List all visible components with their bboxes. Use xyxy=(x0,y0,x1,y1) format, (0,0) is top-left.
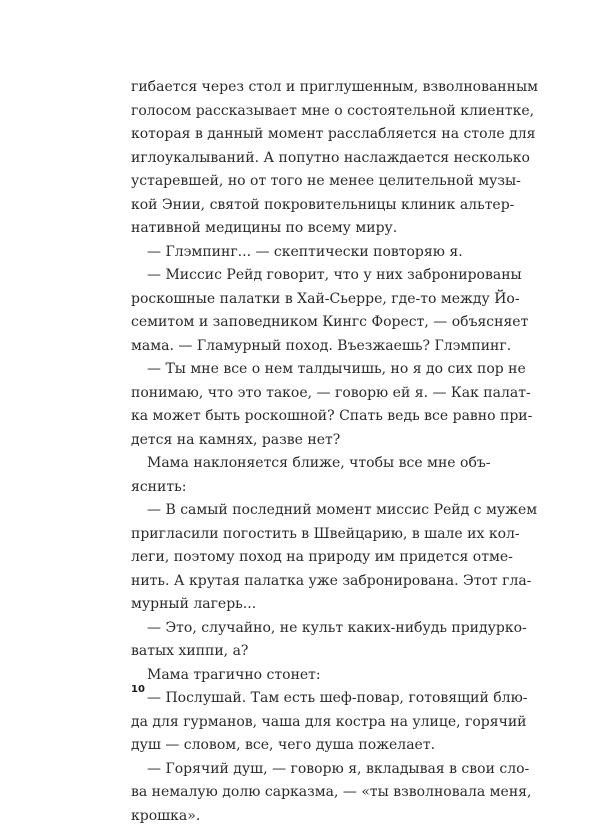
text-line: яснить: xyxy=(131,476,485,500)
text-line: дется на камнях, разве нет? xyxy=(131,429,485,453)
text-line: — В самый последний момент миссис Рейд с мужем xyxy=(131,499,485,523)
text-line: нить. А крутая палатка уже забронирована. Этот гла- xyxy=(131,570,485,594)
text-line: — Горячий душ, — говорю я, вкладывая в свои сло- xyxy=(131,758,485,782)
text-line: гибается через стол и приглушенным, взволнованным xyxy=(131,76,485,100)
text-line: крошка». xyxy=(131,805,485,828)
text-line: — Глэмпинг... — скептически повторяю я. xyxy=(131,241,485,265)
text-line: мурный лагерь... xyxy=(131,593,485,617)
text-line: душ — словом, все, чего душа пожелает. xyxy=(131,734,485,758)
body-text xyxy=(131,76,485,828)
text-line: да для гурманов, чаша для костра на улице, горячий xyxy=(131,711,485,735)
text-line: роскошные палатки в Хай-Сьерре, где-то между Йо- xyxy=(131,288,485,312)
text-line: леги, поэтому поход на природу им придется отме- xyxy=(131,546,485,570)
text-line: — Это, случайно, не культ каких-нибудь придурко- xyxy=(131,617,485,641)
text-line: — Послушай. Там есть шеф-повар, готовящий блю- xyxy=(131,687,485,711)
text-line: мама. — Гламурный поход. Въезжаешь? Глэмпинг. xyxy=(131,335,485,359)
text-line: устаревшей, но от того не менее целительной музы- xyxy=(131,170,485,194)
text-line: понимаю, что это такое, — говорю ей я. — Как палат- xyxy=(131,382,485,406)
text-line: ва немалую долю сарказма, — «ты взволновала меня, xyxy=(131,781,485,805)
text-line: голосом рассказывает мне о состоятельной клиентке, xyxy=(131,100,485,124)
text-line: пригласили погостить в Швейцарию, в шале их кол- xyxy=(131,523,485,547)
text-line: — Миссис Рейд говорит, что у них забронированы xyxy=(131,264,485,288)
text-line: иглоукалываний. А попутно наслаждается несколько xyxy=(131,147,485,171)
text-line: семитом и заповедником Кингс Форест, — объясняет xyxy=(131,311,485,335)
text-line: которая в данный момент расслабляется на столе для xyxy=(131,123,485,147)
text-line: — Ты мне все о нем талдычишь, но я до сих пор не xyxy=(131,358,485,382)
text-line: нативной медицины по всему миру. xyxy=(131,217,485,241)
text-line: ка может быть роскошной? Спать ведь все равно при- xyxy=(131,405,485,429)
text-line: Мама наклоняется ближе, чтобы все мне объ- xyxy=(131,452,485,476)
text-line: кой Энии, святой покровительницы клиник альтер- xyxy=(131,194,485,218)
text-line: ватых хиппи, а? xyxy=(131,640,485,664)
page-number: 10 xyxy=(131,684,145,695)
text-line: Мама трагично стонет: xyxy=(131,664,485,688)
